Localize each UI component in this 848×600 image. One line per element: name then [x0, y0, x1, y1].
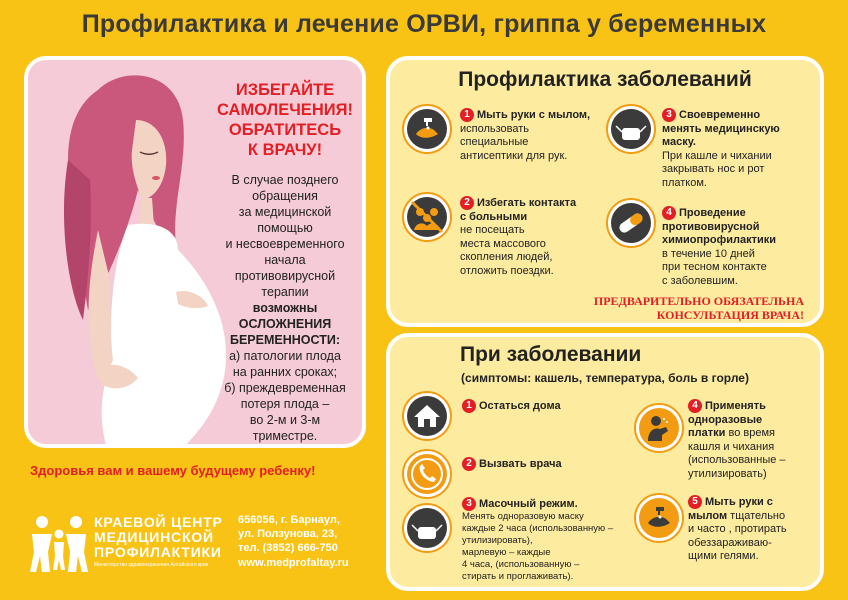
item-line: во время — [728, 427, 775, 439]
mask-face-icon — [606, 104, 656, 154]
prevention-card — [386, 56, 824, 327]
item-heading: одноразовые — [688, 413, 763, 426]
step-number: 5 — [688, 495, 702, 509]
logo-line: КРАЕВОЙ ЦЕНТР — [94, 514, 223, 530]
item-line: утилизировать) — [688, 467, 767, 480]
home-icon — [402, 391, 452, 441]
text-line: начала — [264, 253, 306, 267]
illness-item-2 — [462, 457, 612, 472]
address-line: 656056, г. Барнаул, — [238, 514, 340, 526]
item-heading: химиопрофилактики — [662, 234, 776, 246]
text-line: терапии — [261, 285, 309, 299]
item-heading: маску. — [662, 136, 696, 148]
item-line: платком. — [662, 176, 707, 189]
item-line: кашля и чихания — [688, 440, 775, 453]
item-line: тщательно — [730, 509, 786, 522]
item-heading: Применять — [705, 400, 766, 412]
item-line: При кашле и чихании — [662, 149, 772, 162]
item-line: использовать — [460, 122, 530, 135]
illness-subtitle: (симптомы: кашель, температура, боль в горле) — [461, 371, 749, 385]
item-line: в течение 10 дней — [662, 247, 755, 260]
logo-line: МЕДИЦИНСКОЙ — [94, 529, 214, 545]
step-number: 1 — [462, 399, 476, 413]
item-line: стирать и проглаживать). — [462, 571, 574, 582]
item-heading: Мыть руки с — [705, 496, 773, 508]
text-line: за медицинской — [238, 205, 332, 219]
text-line: потеря плода – — [240, 397, 330, 411]
item-heading: менять медицинскую — [662, 122, 780, 135]
item-line: 4 часа, (использованную – — [462, 559, 580, 570]
item-line: места массового — [460, 237, 546, 250]
pregnancy-warning-card — [24, 56, 366, 448]
notice-line: КОНСУЛЬТАЦИЯ ВРАЧА! — [656, 308, 804, 322]
notice-line: ПРЕДВАРИТЕЛЬНО ОБЯЗАТЕЛЬНА — [593, 294, 804, 308]
text-line: помощью — [257, 221, 313, 235]
prevention-item-1 — [460, 108, 610, 163]
text-line: на ранних сроках; — [232, 365, 338, 379]
item-line: при тесном контакте — [662, 261, 767, 273]
consultation-notice — [544, 294, 804, 322]
item-line: щими гелями. — [688, 550, 759, 562]
text-line: В случае позднего — [231, 173, 339, 187]
item-line: отложить поездки. — [460, 264, 554, 277]
text-line: обращения — [252, 189, 318, 203]
prevention-title: Профилактика заболеваний — [458, 68, 752, 91]
illness-title: При заболевании — [460, 343, 642, 366]
item-line: марлевую – каждые — [462, 547, 551, 558]
item-line: каждые 2 часа (использованную – — [462, 523, 614, 534]
phone-call-icon — [402, 449, 452, 499]
illness-item-4 — [688, 399, 818, 481]
text-line: триместре. — [252, 429, 318, 443]
text-line-bold: ОСЛОЖНЕНИЯ — [238, 317, 332, 331]
logo-subtitle: Министерство здравоохранения Алтайского края — [94, 562, 209, 568]
address-line: ул. Ползунова, 23, — [238, 528, 338, 540]
step-number: 3 — [462, 497, 476, 511]
item-line: обеззараживаю- — [688, 536, 772, 549]
item-line: и часто , протирать — [688, 523, 787, 535]
phone-line: тел. (3852) 666-750 — [238, 542, 338, 554]
text-line-bold: БЕРЕМЕННОСТИ: — [229, 333, 341, 347]
item-heading: Вызвать врача — [479, 458, 562, 470]
warning-line: ИЗБЕГАЙТЕ — [235, 81, 335, 99]
handwash-icon — [634, 493, 684, 543]
step-number: 2 — [460, 196, 474, 210]
page-title: Профилактика и лечение ОРВИ, гриппа у беременных — [81, 10, 767, 38]
item-line: скопления людей, — [460, 251, 553, 263]
item-heading: Масочный режим. — [479, 498, 578, 510]
item-line: с заболевшим. — [662, 274, 738, 287]
item-line: антисептики для рук. — [460, 149, 568, 162]
text-line: а) патологии плода — [229, 349, 341, 363]
item-line: Менять одноразовую маску — [462, 511, 584, 522]
prevention-item-2 — [460, 196, 600, 278]
item-heading: Остаться дома — [479, 400, 561, 412]
item-heading: Своевременно — [679, 109, 761, 121]
website-link[interactable]: www.medprofaltay.ru — [238, 557, 349, 569]
pregnant-woman-illustration — [28, 60, 228, 448]
warning-line: К ВРАЧУ! — [247, 141, 323, 159]
item-heading: Избегать контакта — [477, 197, 577, 209]
warning-line: САМОЛЕЧЕНИЯ! — [217, 101, 353, 119]
item-line: утилизировать), — [462, 535, 533, 546]
contact-address — [238, 513, 363, 570]
warning-line: ОБРАТИТЕСЬ — [228, 121, 342, 139]
item-heading: мылом — [688, 509, 728, 522]
step-number: 4 — [688, 399, 702, 413]
prevention-item-3 — [662, 108, 822, 190]
illness-item-5 — [688, 495, 818, 564]
step-number: 1 — [460, 108, 474, 122]
text-line-bold: возможны — [252, 301, 318, 315]
illness-item-3 — [462, 497, 637, 583]
item-heading: с больными — [460, 210, 528, 223]
item-heading: противовирусной — [662, 220, 760, 233]
text-line: и несвоевременного — [225, 237, 345, 251]
people-logo-icon — [28, 512, 90, 574]
illness-item-1 — [462, 399, 612, 414]
item-heading: Мыть руки с мылом, — [477, 109, 591, 121]
pill-capsule-icon — [606, 198, 656, 248]
step-number: 2 — [462, 457, 476, 471]
step-number: 3 — [662, 108, 676, 122]
handwash-icon — [402, 104, 452, 154]
logo-text — [94, 515, 223, 560]
text-line: противовирусной — [234, 269, 336, 283]
item-heading: платки — [688, 427, 726, 439]
logo-line: ПРОФИЛАКТИКИ — [94, 544, 222, 560]
item-line: не посещать — [460, 224, 525, 236]
mask-face-icon — [402, 503, 452, 553]
text-line: б) преждевременная — [224, 381, 346, 395]
no-crowd-icon — [402, 192, 452, 242]
item-line: (использованные – — [688, 454, 786, 466]
sneeze-tissue-icon — [634, 403, 684, 453]
step-number: 4 — [662, 206, 676, 220]
item-line: закрывать нос и рот — [662, 163, 765, 175]
prevention-item-4 — [662, 206, 822, 288]
wish-text: Здоровья вам и вашему будущему ребенку! — [30, 463, 316, 478]
item-line: специальные — [460, 136, 529, 148]
text-line: во 2-м и 3-м — [249, 413, 321, 427]
item-heading: Проведение — [679, 207, 746, 219]
self-treatment-warning — [210, 80, 360, 160]
illness-card — [386, 333, 824, 591]
complications-text — [200, 172, 366, 444]
